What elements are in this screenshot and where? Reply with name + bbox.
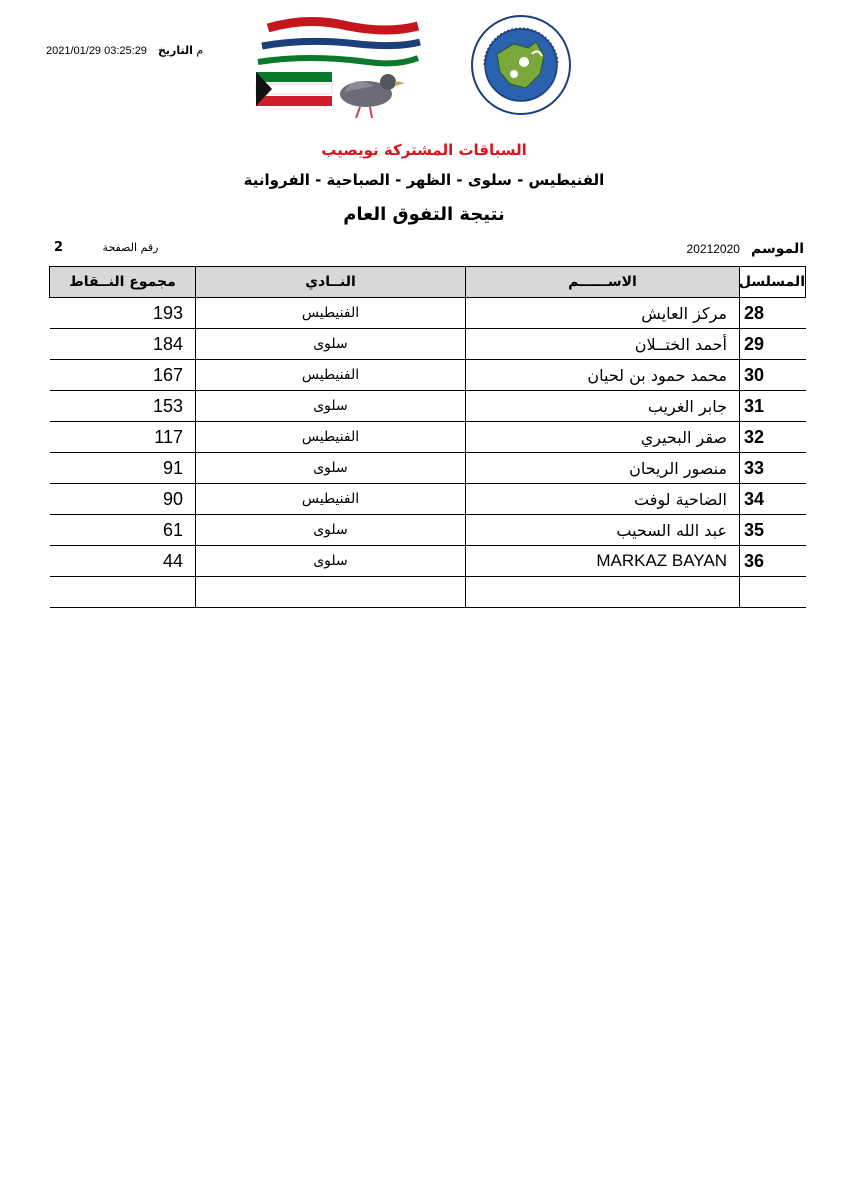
- row-points: 153: [50, 391, 196, 422]
- row-serial: 31: [740, 391, 806, 422]
- row-points: 61: [50, 515, 196, 546]
- table-row: [50, 329, 806, 360]
- tail-cell: [466, 577, 740, 608]
- row-club: الفنيطيس: [196, 360, 466, 391]
- tail-cell: [740, 577, 806, 608]
- row-club: سلوى: [196, 546, 466, 577]
- table-row: [50, 360, 806, 391]
- row-name: الضاحية لوفت: [466, 484, 740, 515]
- row-name: صقر البحيري: [466, 422, 740, 453]
- report-title: نتيجة التفوق العام: [343, 204, 505, 225]
- row-name: جابر الغريب: [466, 391, 740, 422]
- header-serial: المسلسل: [740, 267, 806, 298]
- header-club: النــادي: [196, 267, 466, 298]
- row-points: 167: [50, 360, 196, 391]
- table-row: [50, 515, 806, 546]
- row-serial: 32: [740, 422, 806, 453]
- row-points: 184: [50, 329, 196, 360]
- row-points: 117: [50, 422, 196, 453]
- row-points: 91: [50, 453, 196, 484]
- table-row: [50, 484, 806, 515]
- print-date: [46, 44, 203, 57]
- row-club: الفنيطيس: [196, 484, 466, 515]
- table-row: [50, 546, 806, 577]
- row-name: منصور الريحان: [466, 453, 740, 484]
- header-name: الاســــــم: [466, 267, 740, 298]
- row-club: سلوى: [196, 515, 466, 546]
- row-serial: 33: [740, 453, 806, 484]
- table-row: [50, 422, 806, 453]
- row-serial: 28: [740, 298, 806, 329]
- row-serial: 29: [740, 329, 806, 360]
- date-value: 2021/01/29 03:25:29 م: [46, 45, 204, 57]
- row-serial: 35: [740, 515, 806, 546]
- results-table: [49, 266, 806, 608]
- page-number: [54, 240, 158, 255]
- table-row: [50, 298, 806, 329]
- row-name: أحمد الختــلان: [466, 329, 740, 360]
- row-serial: 30: [740, 360, 806, 391]
- table-row: [50, 391, 806, 422]
- row-club: سلوى: [196, 453, 466, 484]
- season-info: [687, 238, 804, 257]
- row-name: عبد الله السحيب: [466, 515, 740, 546]
- row-club: الفنيطيس: [196, 298, 466, 329]
- row-name: محمد حمود بن لحيان: [466, 360, 740, 391]
- row-points: 193: [50, 298, 196, 329]
- header-points: مجموع النــقاط: [50, 267, 196, 298]
- row-club: سلوى: [196, 329, 466, 360]
- table-header-row: [50, 267, 806, 298]
- row-club: سلوى: [196, 391, 466, 422]
- federation-logo: [470, 14, 572, 116]
- page-number-label: رقم الصفحة: [102, 241, 159, 254]
- tail-cell: [196, 577, 466, 608]
- tail-cell: [50, 577, 196, 608]
- row-name: مركز العايش: [466, 298, 740, 329]
- page-number-value: 2: [54, 240, 64, 255]
- race-title: السباقات المشتركة نويصيب: [321, 141, 527, 159]
- season-label: الموسم: [751, 241, 804, 257]
- clubs-title: الفنيطيس - سلوى - الظهر - الصباحية - الفروانية: [243, 171, 605, 189]
- club-logo: [248, 12, 426, 124]
- table-tail: [50, 577, 806, 608]
- row-points: 44: [50, 546, 196, 577]
- row-points: 90: [50, 484, 196, 515]
- row-serial: 36: [740, 546, 806, 577]
- row-club: الفنيطيس: [196, 422, 466, 453]
- date-label: التاريخ: [157, 44, 193, 57]
- row-name: MARKAZ BAYAN: [466, 546, 740, 577]
- season-value: 20212020: [686, 242, 740, 256]
- row-serial: 34: [740, 484, 806, 515]
- table-row: [50, 453, 806, 484]
